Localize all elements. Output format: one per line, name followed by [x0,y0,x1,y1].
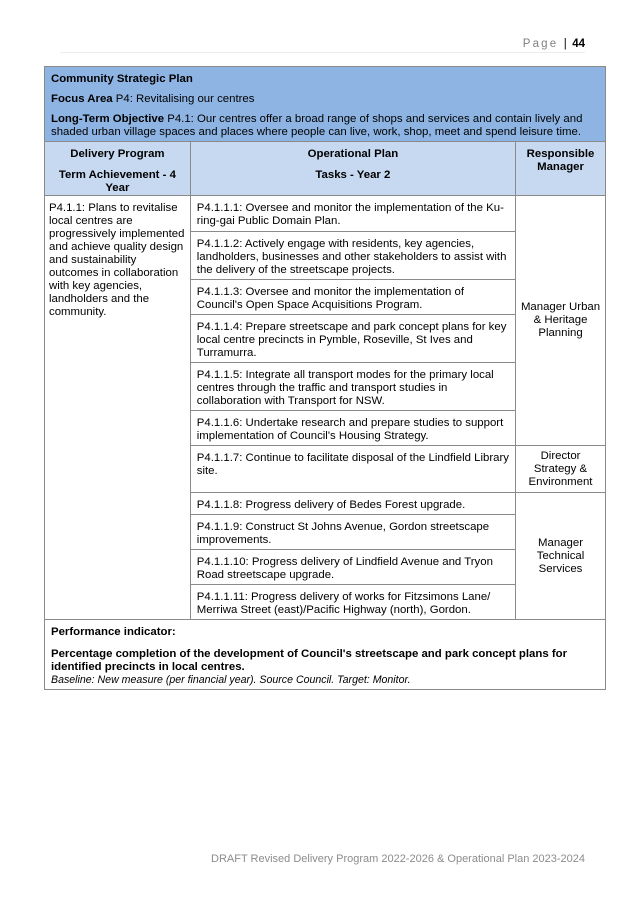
operational-plan-header [190,142,515,196]
operational-plan-title: Operational Plan [307,148,399,160]
plan-table [44,66,606,690]
delivery-program-title: Delivery Program [70,148,165,160]
header-rule [60,52,585,53]
task-item: P4.1.1.2: Actively engage with residents, key agencies, landholders, businesses and other stakeholders to assist with the delivery of the streetscape projects. [190,232,515,280]
manager-cell-strategy-environment: Director Strategy & Environment [516,446,606,493]
page-number-header [523,38,585,50]
performance-indicator-text: Percentage completion of the development of Council's streetscape and park concept plans for identified precincts in local centres. [51,648,568,673]
csp-section [45,67,606,142]
task-item: P4.1.1.9: Construct St Johns Avenue, Gordon streetscape improvements. [190,515,515,550]
term-achievement-title: Term Achievement - 4 Year [58,169,176,194]
task-item: P4.1.1.3: Oversee and monitor the implementation of Council's Open Space Acquisitions Program. [190,280,515,315]
objective-value: P4.1: Our centres offer a broad range of shops and services and contain lively and shaded urban village spaces and places where people can live, work, shop, meet and spend leisure time. [51,113,583,138]
task-item: P4.1.1.5: Integrate all transport modes for the primary local centres through the traffic and transport studies in collaboration with Transport for NSW. [190,363,515,411]
csp-title: Community Strategic Plan [51,73,193,85]
task-item: P4.1.1.4: Prepare streetscape and park concept plans for key local centre precincts in Pymble, Roseville, St Ives and Turramurra. [190,315,515,363]
performance-indicator-section [45,620,606,690]
page-separator: | [563,38,567,50]
document-footer: DRAFT Revised Delivery Program 2022-2026 & Operational Plan 2023-2024 [211,853,585,865]
performance-indicator-label: Performance indicator: [51,626,176,638]
objective-label: Long-Term Objective [51,113,165,125]
task-item: P4.1.1.1: Oversee and monitor the implementation of the Ku-ring-gai Public Domain Plan. [190,196,515,232]
tasks-title: Tasks - Year 2 [315,169,391,181]
task-item: P4.1.1.6: Undertake research and prepare studies to support implementation of Council's Housing Strategy. [190,411,515,446]
manager-cell-urban-heritage: Manager Urban & Heritage Planning [516,196,606,446]
manager-cell-technical-services: Manager Technical Services [516,493,606,620]
page-number: 44 [572,38,585,50]
delivery-program-header [45,142,191,196]
task-item: P4.1.1.10: Progress delivery of Lindfield Avenue and Tryon Road streetscape upgrade. [190,550,515,585]
task-item: P4.1.1.7: Continue to facilitate disposal of the Lindfield Library site. [190,446,515,493]
task-item: P4.1.1.11: Progress delivery of works for Fitzsimons Lane/ Merriwa Street (east)/Pacific Highway (north), Gordon. [190,585,515,620]
task-item: P4.1.1.8: Progress delivery of Bedes Forest upgrade. [190,493,515,515]
focus-area-label: Focus Area [51,93,113,105]
responsible-manager-title: Responsible Manager [526,148,595,173]
page-label: Page [522,38,559,50]
delivery-program-cell: P4.1.1: Plans to revitalise local centres are progressively implemented and achieve quality design and sustainability outcomes in collaboration with key agencies, landholders and the community. [45,196,191,620]
performance-baseline: Baseline: New measure (per financial year). Source Council. Target: Monitor. [51,674,411,686]
responsible-manager-header [516,142,606,196]
focus-area-value: P4: Revitalising our centres [115,93,255,105]
